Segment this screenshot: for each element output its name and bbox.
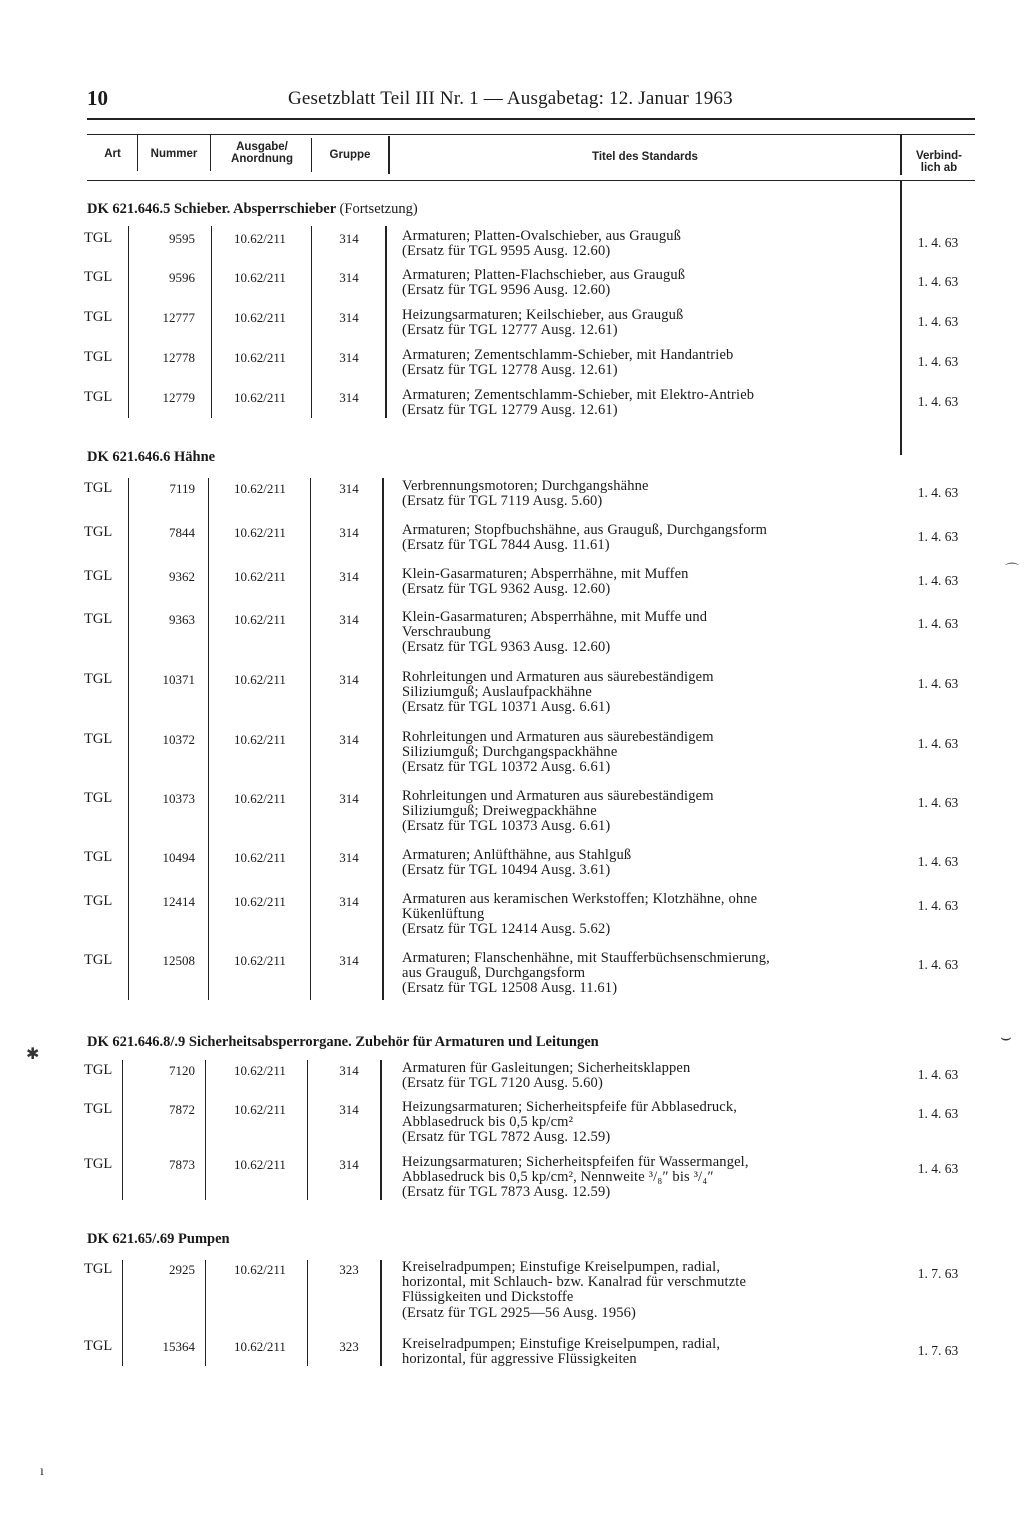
issue-order: 10.62/211 bbox=[234, 672, 286, 687]
standard-number: 12777 bbox=[162, 310, 195, 325]
standard-type: TGL bbox=[84, 349, 113, 365]
issue-order: 10.62/211 bbox=[234, 350, 286, 365]
standard-title bbox=[402, 479, 887, 509]
standard-title-line: (Ersatz für TGL 7119 Ausg. 5.60) bbox=[402, 493, 603, 510]
issue-order: 10.62/211 bbox=[234, 525, 286, 540]
group-code: 314 bbox=[339, 791, 359, 806]
standard-title bbox=[402, 348, 887, 378]
standard-title-line: (Ersatz für TGL 10373 Ausg. 6.61) bbox=[402, 818, 611, 835]
section-heading-text: DK 621.646.5 Schieber. Absperrschieber bbox=[87, 201, 336, 217]
standard-number: 9596 bbox=[169, 270, 195, 285]
colhead-divider bbox=[900, 135, 902, 175]
column-divider bbox=[311, 226, 312, 418]
issue-order: 10.62/211 bbox=[234, 1102, 286, 1117]
group-code: 323 bbox=[339, 1339, 359, 1354]
standard-title-line: Heizungsarmaturen; Sicherheitspfeife für Abblasedruck, bbox=[402, 1099, 738, 1115]
issue-order: 10.62/211 bbox=[234, 1157, 286, 1172]
issue-order: 10.62/211 bbox=[234, 231, 286, 246]
standard-number: 12778 bbox=[162, 350, 195, 365]
standard-type: TGL bbox=[84, 269, 113, 285]
column-divider-title bbox=[385, 226, 387, 418]
standard-title-line: Abblasedruck bis 0,5 kp/cm² bbox=[402, 1114, 574, 1131]
group-code: 314 bbox=[339, 569, 359, 584]
standard-title bbox=[402, 951, 887, 997]
standard-title bbox=[402, 523, 887, 553]
standard-title bbox=[402, 610, 887, 656]
standard-number: 7120 bbox=[169, 1063, 195, 1078]
section-heading bbox=[87, 201, 418, 218]
column-divider bbox=[310, 478, 311, 1000]
standard-number: 10494 bbox=[162, 850, 195, 865]
standard-number: 12779 bbox=[162, 390, 195, 405]
effective-date: 1. 4. 63 bbox=[917, 573, 959, 588]
standard-title-line: Armaturen; Platten-Flachschieber, aus Grauguß bbox=[402, 267, 686, 283]
standard-type: TGL bbox=[84, 1338, 113, 1354]
standard-type: TGL bbox=[84, 671, 113, 687]
standard-title-line: Siliziumguß; Auslaufpackhähne bbox=[402, 684, 592, 701]
section-heading-suffix: (Fortsetzung) bbox=[339, 201, 418, 217]
standard-number: 10372 bbox=[162, 732, 195, 747]
group-code: 314 bbox=[339, 672, 359, 687]
colhead-titel: Titel des Standards bbox=[592, 151, 698, 163]
issue-order: 10.62/211 bbox=[234, 310, 286, 325]
standard-title-line: Kükenlüftung bbox=[402, 906, 485, 923]
issue-order: 10.62/211 bbox=[234, 953, 286, 968]
standard-title-line: Rohrleitungen und Armaturen aus säurebeständigem bbox=[402, 788, 714, 804]
effective-date: 1. 4. 63 bbox=[917, 485, 959, 500]
standard-title-line: Siliziumguß; Durchgangspackhähne bbox=[402, 744, 618, 761]
header-rule bbox=[87, 118, 975, 120]
standard-number: 9595 bbox=[169, 231, 195, 246]
scan-speck: ✱ bbox=[26, 1046, 40, 1063]
issue-order: 10.62/211 bbox=[234, 1063, 286, 1078]
standard-title-line: Klein-Gasarmaturen; Absperrhähne, mit Muffen bbox=[402, 566, 689, 582]
column-divider bbox=[307, 1060, 308, 1200]
column-divider bbox=[211, 226, 212, 418]
standard-title-line: Kreiselradpumpen; Einstufige Kreiselpumpen, radial, bbox=[402, 1259, 721, 1275]
standard-number: 15364 bbox=[162, 1339, 195, 1354]
effective-date: 1. 4. 63 bbox=[917, 235, 959, 250]
group-code: 314 bbox=[339, 1102, 359, 1117]
group-code: 314 bbox=[339, 350, 359, 365]
standard-title-line: Armaturen; Stopfbuchshähne, aus Grauguß, Durchgangsform bbox=[402, 522, 768, 538]
standard-title bbox=[402, 1100, 887, 1146]
group-code: 314 bbox=[339, 231, 359, 246]
group-code: 314 bbox=[339, 894, 359, 909]
scan-speck: ⌣ bbox=[1000, 1027, 1012, 1047]
standard-type: TGL bbox=[84, 611, 113, 627]
group-code: 323 bbox=[339, 1262, 359, 1277]
standard-type: TGL bbox=[84, 1156, 113, 1172]
standard-title-line: (Ersatz für TGL 7872 Ausg. 12.59) bbox=[402, 1129, 611, 1146]
section-heading bbox=[87, 449, 215, 466]
standard-title-line: (Ersatz für TGL 10494 Ausg. 3.61) bbox=[402, 862, 611, 879]
group-code: 314 bbox=[339, 953, 359, 968]
standard-number: 12414 bbox=[162, 894, 195, 909]
standard-title-line: (Ersatz für TGL 10372 Ausg. 6.61) bbox=[402, 759, 611, 776]
column-divider-title bbox=[380, 1060, 382, 1200]
effective-date: 1. 4. 63 bbox=[917, 795, 959, 810]
colhead-gruppe: Gruppe bbox=[329, 149, 371, 161]
group-code: 314 bbox=[339, 850, 359, 865]
standard-number: 2925 bbox=[169, 1262, 195, 1277]
column-header-bottom-rule bbox=[87, 180, 975, 181]
standard-title-line: Armaturen für Gasleitungen; Sicherheitsklappen bbox=[402, 1060, 691, 1076]
issue-order: 10.62/211 bbox=[234, 481, 286, 496]
standard-title-line: (Ersatz für TGL 9362 Ausg. 12.60) bbox=[402, 581, 611, 598]
page-number: 10 bbox=[87, 86, 108, 110]
standard-title-line: Armaturen; Flanschenhähne, mit Staufferbüchsenschmierung, bbox=[402, 950, 770, 966]
publication-header: Gesetzblatt Teil III Nr. 1 — Ausgabetag: 12. Januar 1963 bbox=[288, 88, 733, 109]
group-code: 314 bbox=[339, 732, 359, 747]
standard-title-line: (Ersatz für TGL 9363 Ausg. 12.60) bbox=[402, 639, 611, 656]
standard-title bbox=[402, 1260, 887, 1321]
effective-date: 1. 4. 63 bbox=[917, 274, 959, 289]
colhead-verbindlich-line1: Verbind- bbox=[915, 150, 962, 162]
effective-date: 1. 4. 63 bbox=[917, 957, 959, 972]
standard-title-line: Flüssigkeiten und Dickstoffe bbox=[402, 1289, 574, 1306]
standard-title-line: (Ersatz für TGL 12414 Ausg. 5.62) bbox=[402, 921, 611, 938]
column-divider bbox=[208, 478, 209, 1000]
colhead-ausgabe-line2: Anordnung bbox=[231, 153, 293, 165]
standard-title bbox=[402, 1155, 887, 1201]
standard-title bbox=[402, 848, 887, 878]
standard-title-line: Rohrleitungen und Armaturen aus säurebeständigem bbox=[402, 669, 714, 685]
standard-title-line: (Ersatz für TGL 12777 Ausg. 12.61) bbox=[402, 322, 618, 339]
column-divider bbox=[307, 1260, 308, 1366]
issue-order: 10.62/211 bbox=[234, 569, 286, 584]
effective-date: 1. 4. 63 bbox=[917, 1106, 959, 1121]
colhead-divider bbox=[311, 138, 312, 172]
standard-type: TGL bbox=[84, 568, 113, 584]
group-code: 314 bbox=[339, 525, 359, 540]
standard-title-line: Kreiselradpumpen; Einstufige Kreiselpumpen, radial, bbox=[402, 1336, 721, 1352]
effective-date: 1. 4. 63 bbox=[917, 314, 959, 329]
standard-type: TGL bbox=[84, 849, 113, 865]
standard-type: TGL bbox=[84, 790, 113, 806]
effective-date: 1. 4. 63 bbox=[917, 529, 959, 544]
standard-title bbox=[402, 567, 887, 597]
standard-title bbox=[402, 388, 887, 418]
standard-title bbox=[402, 268, 887, 298]
standard-number: 9362 bbox=[169, 569, 195, 584]
standard-title-line: Armaturen; Zementschlamm-Schieber, mit Handantrieb bbox=[402, 347, 734, 363]
colhead-divider bbox=[210, 135, 211, 171]
scan-speck: ı bbox=[40, 1464, 44, 1479]
issue-order: 10.62/211 bbox=[234, 612, 286, 627]
issue-order: 10.62/211 bbox=[234, 850, 286, 865]
column-divider-title bbox=[380, 1260, 382, 1366]
group-code: 314 bbox=[339, 390, 359, 405]
column-divider bbox=[205, 1060, 206, 1200]
column-divider bbox=[205, 1260, 206, 1366]
standard-title-line: (Ersatz für TGL 10371 Ausg. 6.61) bbox=[402, 699, 611, 716]
group-code: 314 bbox=[339, 310, 359, 325]
standard-title bbox=[402, 1337, 887, 1367]
column-divider-title bbox=[382, 478, 384, 1000]
group-code: 314 bbox=[339, 481, 359, 496]
standard-title-line: (Ersatz für TGL 7120 Ausg. 5.60) bbox=[402, 1075, 603, 1092]
column-divider bbox=[128, 226, 129, 418]
standard-title-line: (Ersatz für TGL 2925—56 Ausg. 1956) bbox=[402, 1304, 636, 1321]
standard-type: TGL bbox=[84, 1062, 113, 1078]
issue-order: 10.62/211 bbox=[234, 732, 286, 747]
colhead-divider bbox=[388, 136, 390, 174]
standard-title-line: Rohrleitungen und Armaturen aus säurebeständigem bbox=[402, 729, 714, 745]
standard-number: 9363 bbox=[169, 612, 195, 627]
standard-type: TGL bbox=[84, 309, 113, 325]
standard-type: TGL bbox=[84, 731, 113, 747]
effective-date: 1. 4. 63 bbox=[917, 1067, 959, 1082]
standard-number: 12508 bbox=[162, 953, 195, 968]
effective-date: 1. 4. 63 bbox=[917, 394, 959, 409]
standard-title-line: Armaturen aus keramischen Werkstoffen; Klotzhähne, ohne bbox=[402, 891, 758, 907]
standard-title-line: (Ersatz für TGL 9595 Ausg. 12.60) bbox=[402, 243, 611, 260]
group-code: 314 bbox=[339, 1157, 359, 1172]
standard-type: TGL bbox=[84, 524, 113, 540]
standard-title-line: Armaturen; Platten-Ovalschieber, aus Grauguß bbox=[402, 228, 682, 244]
standard-title-line: (Ersatz für TGL 12779 Ausg. 12.61) bbox=[402, 402, 618, 419]
group-code: 314 bbox=[339, 270, 359, 285]
section-heading-text: DK 621.65/.69 Pumpen bbox=[87, 1231, 230, 1247]
standard-title-line: (Ersatz für TGL 9596 Ausg. 12.60) bbox=[402, 282, 611, 299]
issue-order: 10.62/211 bbox=[234, 270, 286, 285]
standard-title-line: Armaturen; Zementschlamm-Schieber, mit Elektro-Antrieb bbox=[402, 387, 755, 403]
effective-date: 1. 4. 63 bbox=[917, 676, 959, 691]
standard-title-line: Armaturen; Anlüfthähne, aus Stahlguß bbox=[402, 847, 632, 863]
effective-date: 1. 4. 63 bbox=[917, 736, 959, 751]
issue-order: 10.62/211 bbox=[234, 1339, 286, 1354]
colhead-divider bbox=[137, 135, 138, 171]
issue-order: 10.62/211 bbox=[234, 390, 286, 405]
scan-speck: ⌒ bbox=[1005, 564, 1019, 579]
standard-title-line: Klein-Gasarmaturen; Absperrhähne, mit Muffe und bbox=[402, 609, 708, 625]
column-divider bbox=[122, 1060, 123, 1200]
standard-title-line: aus Grauguß, Durchgangsform bbox=[402, 965, 586, 982]
colhead-nummer: Nummer bbox=[150, 148, 198, 160]
effective-date: 1. 4. 63 bbox=[917, 616, 959, 631]
group-code: 314 bbox=[339, 612, 359, 627]
standard-type: TGL bbox=[84, 389, 113, 405]
colhead-ausgabe-line1: Ausgabe/ bbox=[236, 141, 288, 153]
standard-type: TGL bbox=[84, 230, 113, 246]
standard-number: 7844 bbox=[169, 525, 195, 540]
standard-title-line: (Ersatz für TGL 7844 Ausg. 11.61) bbox=[402, 537, 610, 554]
effective-date: 1. 7. 63 bbox=[917, 1266, 959, 1281]
standard-number: 7872 bbox=[169, 1102, 195, 1117]
effective-date: 1. 7. 63 bbox=[917, 1343, 959, 1358]
standard-title-line: (Ersatz für TGL 7873 Ausg. 12.59) bbox=[402, 1184, 611, 1201]
colhead-verbindlich bbox=[903, 150, 975, 174]
standard-title bbox=[402, 892, 887, 938]
standard-type: TGL bbox=[84, 952, 113, 968]
column-header-top-rule bbox=[87, 134, 975, 135]
section-heading bbox=[87, 1231, 230, 1248]
standard-title-line: Verbrennungsmotoren; Durchgangshähne bbox=[402, 478, 649, 494]
issue-order: 10.62/211 bbox=[234, 791, 286, 806]
effective-date: 1. 4. 63 bbox=[917, 354, 959, 369]
section-heading-text: DK 621.646.8/.9 Sicherheitsabsperrorgane. Zubehör für Armaturen und Leitungen bbox=[87, 1034, 599, 1050]
effective-date: 1. 4. 63 bbox=[917, 1161, 959, 1176]
standard-title-line: horizontal, für aggressive Flüssigkeiten bbox=[402, 1351, 637, 1368]
standard-type: TGL bbox=[84, 893, 113, 909]
column-divider bbox=[128, 478, 129, 1000]
standard-number: 7873 bbox=[169, 1157, 195, 1172]
standard-type: TGL bbox=[84, 1261, 113, 1277]
standard-title bbox=[402, 1061, 887, 1091]
colhead-art: Art bbox=[104, 148, 121, 160]
standard-title-line: Verschraubung bbox=[402, 624, 491, 641]
standard-title-line: horizontal, mit Schlauch- bzw. Kanalrad für verschmutzte bbox=[402, 1274, 747, 1291]
section-heading bbox=[87, 1034, 599, 1051]
issue-order: 10.62/211 bbox=[234, 1262, 286, 1277]
standard-number: 10371 bbox=[162, 672, 195, 687]
issue-order: 10.62/211 bbox=[234, 894, 286, 909]
effective-date: 1. 4. 63 bbox=[917, 898, 959, 913]
standard-title bbox=[402, 789, 887, 835]
group-code: 314 bbox=[339, 1063, 359, 1078]
standard-title bbox=[402, 730, 887, 776]
standard-title bbox=[402, 670, 887, 716]
section-heading-text: DK 621.646.6 Hähne bbox=[87, 449, 216, 465]
standard-title-line: (Ersatz für TGL 12778 Ausg. 12.61) bbox=[402, 362, 618, 379]
standard-number: 10373 bbox=[162, 791, 195, 806]
standard-title-line: Abblasedruck bis 0,5 kp/cm², Nennweite ³/₈″ bis ³/₄″ bbox=[402, 1169, 714, 1186]
standard-type: TGL bbox=[84, 480, 113, 496]
standard-title-line: Siliziumguß; Dreiwegpackhähne bbox=[402, 803, 597, 820]
effective-date: 1. 4. 63 bbox=[917, 854, 959, 869]
standard-title-line: Heizungsarmaturen; Keilschieber, aus Grauguß bbox=[402, 307, 684, 323]
standard-title-line: Heizungsarmaturen; Sicherheitspfeifen für Wassermangel, bbox=[402, 1154, 749, 1170]
standard-title-line: (Ersatz für TGL 12508 Ausg. 11.61) bbox=[402, 980, 618, 997]
standard-title bbox=[402, 308, 887, 338]
colhead-ausgabe bbox=[214, 141, 310, 165]
standard-type: TGL bbox=[84, 1101, 113, 1117]
standard-title bbox=[402, 229, 887, 259]
colhead-verbindlich-line2: lich ab bbox=[920, 162, 958, 174]
standard-number: 7119 bbox=[169, 481, 195, 496]
